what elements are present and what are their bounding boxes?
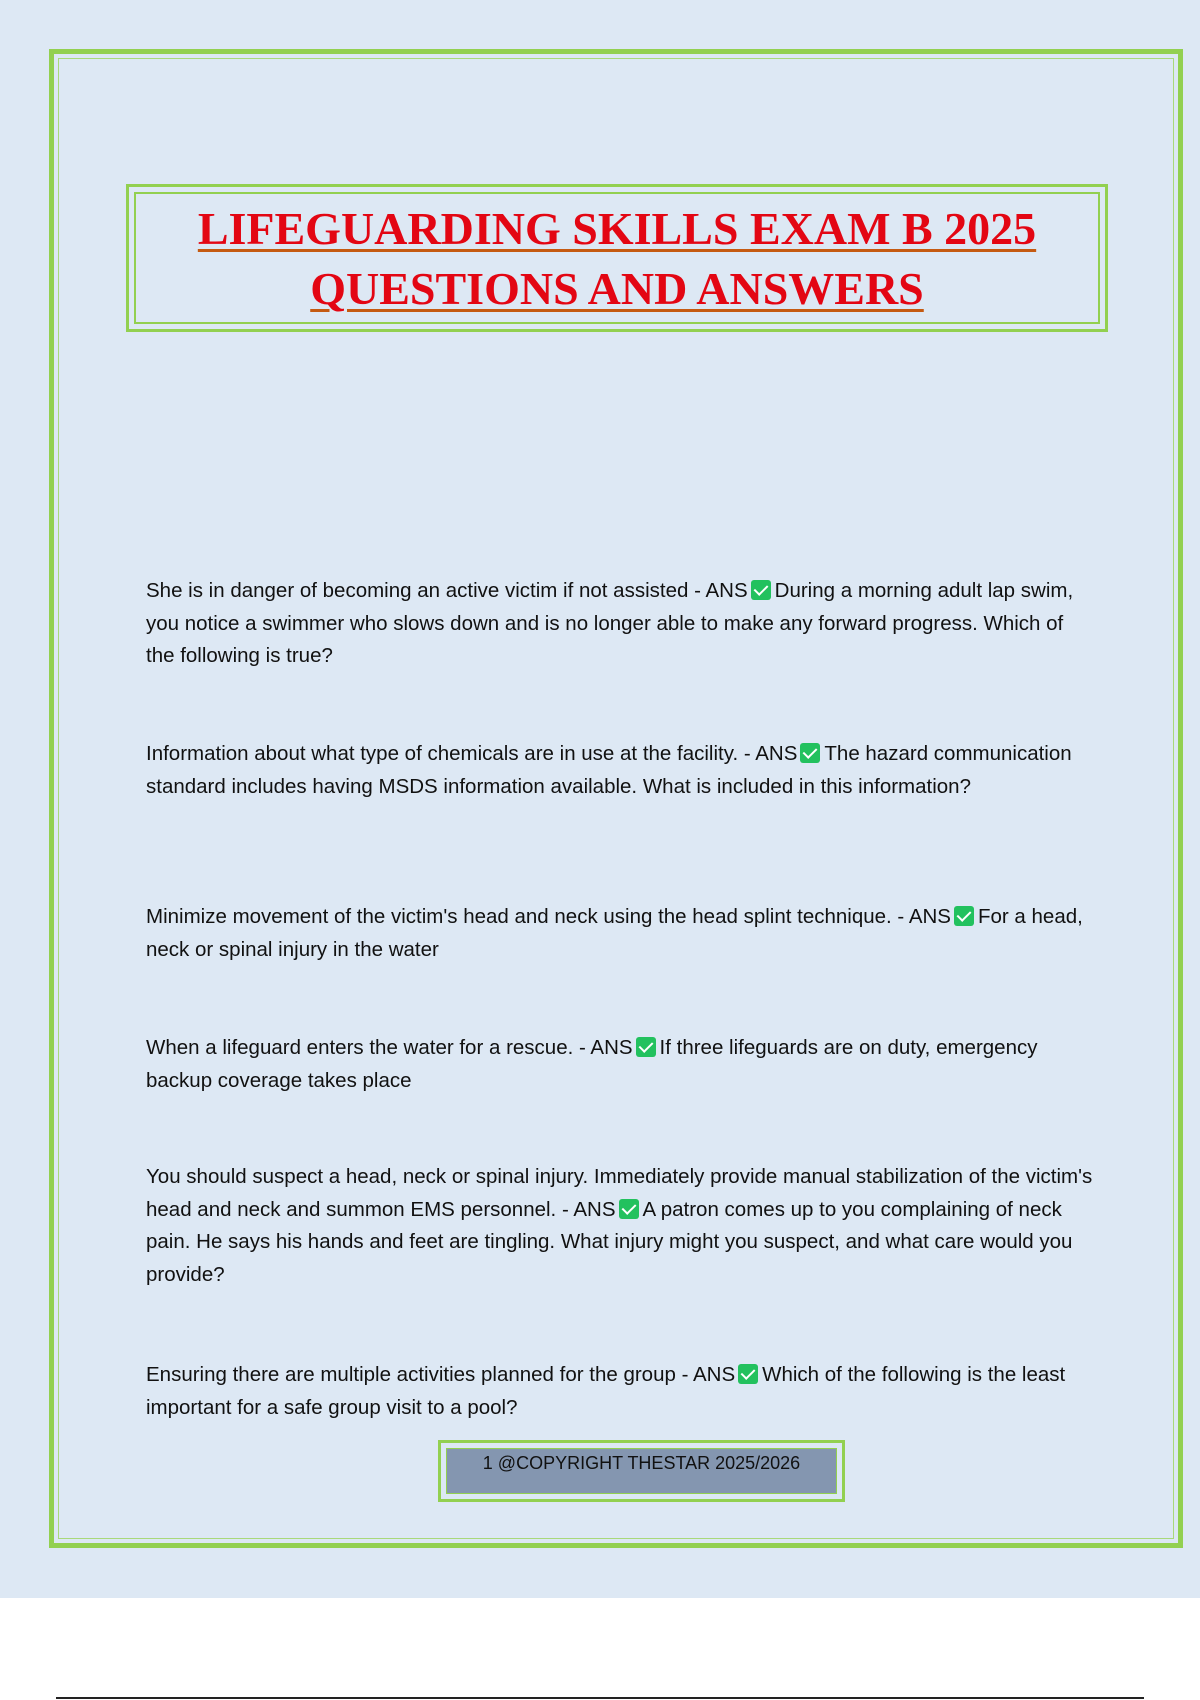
title-line-1: LIFEGUARDING SKILLS EXAM B 2025 [197, 203, 1037, 254]
document-title [129, 199, 1105, 319]
check-mark-icon [619, 1199, 639, 1219]
qa-question: If three lifeguards are on duty, emergency backup coverage takes place [146, 1036, 1038, 1092]
footer-inner [446, 1448, 837, 1494]
qa-question: During a morning adult lap swim, you notice a swimmer who slows down and is no longer able to make any forward progress. Which of the following is true? [146, 579, 1074, 667]
title-box [126, 184, 1108, 332]
qa-item-3 [146, 901, 1096, 966]
qa-item-1 [146, 575, 1096, 673]
qa-answer: Minimize movement of the victim's head and neck using the head splint technique. - ANS [146, 905, 951, 928]
qa-question: For a head, neck or spinal injury in the water [146, 905, 1083, 961]
qa-item-4 [146, 1032, 1096, 1097]
qa-answer: Information about what type of chemicals are in use at the facility. - ANS [146, 742, 798, 765]
qa-answer: When a lifeguard enters the water for a rescue. - ANS [146, 1036, 633, 1059]
qa-item-5 [146, 1161, 1096, 1291]
qa-question: A patron comes up to you complaining of neck pain. He says his hands and feet are tingling. What injury might you suspect, and what care would you provide? [146, 1197, 1073, 1286]
check-mark-icon [800, 743, 820, 763]
check-mark-icon [751, 580, 771, 600]
title-line-2: QUESTIONS AND ANSWERS [310, 263, 924, 314]
bottom-divider [56, 1697, 1144, 1699]
footer-box [438, 1440, 845, 1502]
qa-answer: Ensuring there are multiple activities planned for the group - ANS [146, 1363, 736, 1386]
qa-question: Which of the following is the least important for a safe group visit to a pool? [146, 1363, 1066, 1419]
qa-item-6 [146, 1359, 1096, 1424]
qa-item-2 [146, 738, 1096, 803]
check-mark-icon [738, 1364, 758, 1384]
qa-question: The hazard communication standard includes having MSDS information available. What is included in this information? [146, 742, 1072, 798]
check-mark-icon [954, 906, 974, 926]
check-mark-icon [636, 1037, 656, 1057]
copyright-footer: 1 @COPYRIGHT THESTAR 2025/2026 [482, 1453, 801, 1473]
qa-answer: You should suspect a head, neck or spinal injury. Immediately provide manual stabilization of the victim's head and neck and summon EMS personnel. - ANS [146, 1165, 1093, 1221]
qa-answer: She is in danger of becoming an active victim if not assisted - ANS [146, 579, 748, 602]
